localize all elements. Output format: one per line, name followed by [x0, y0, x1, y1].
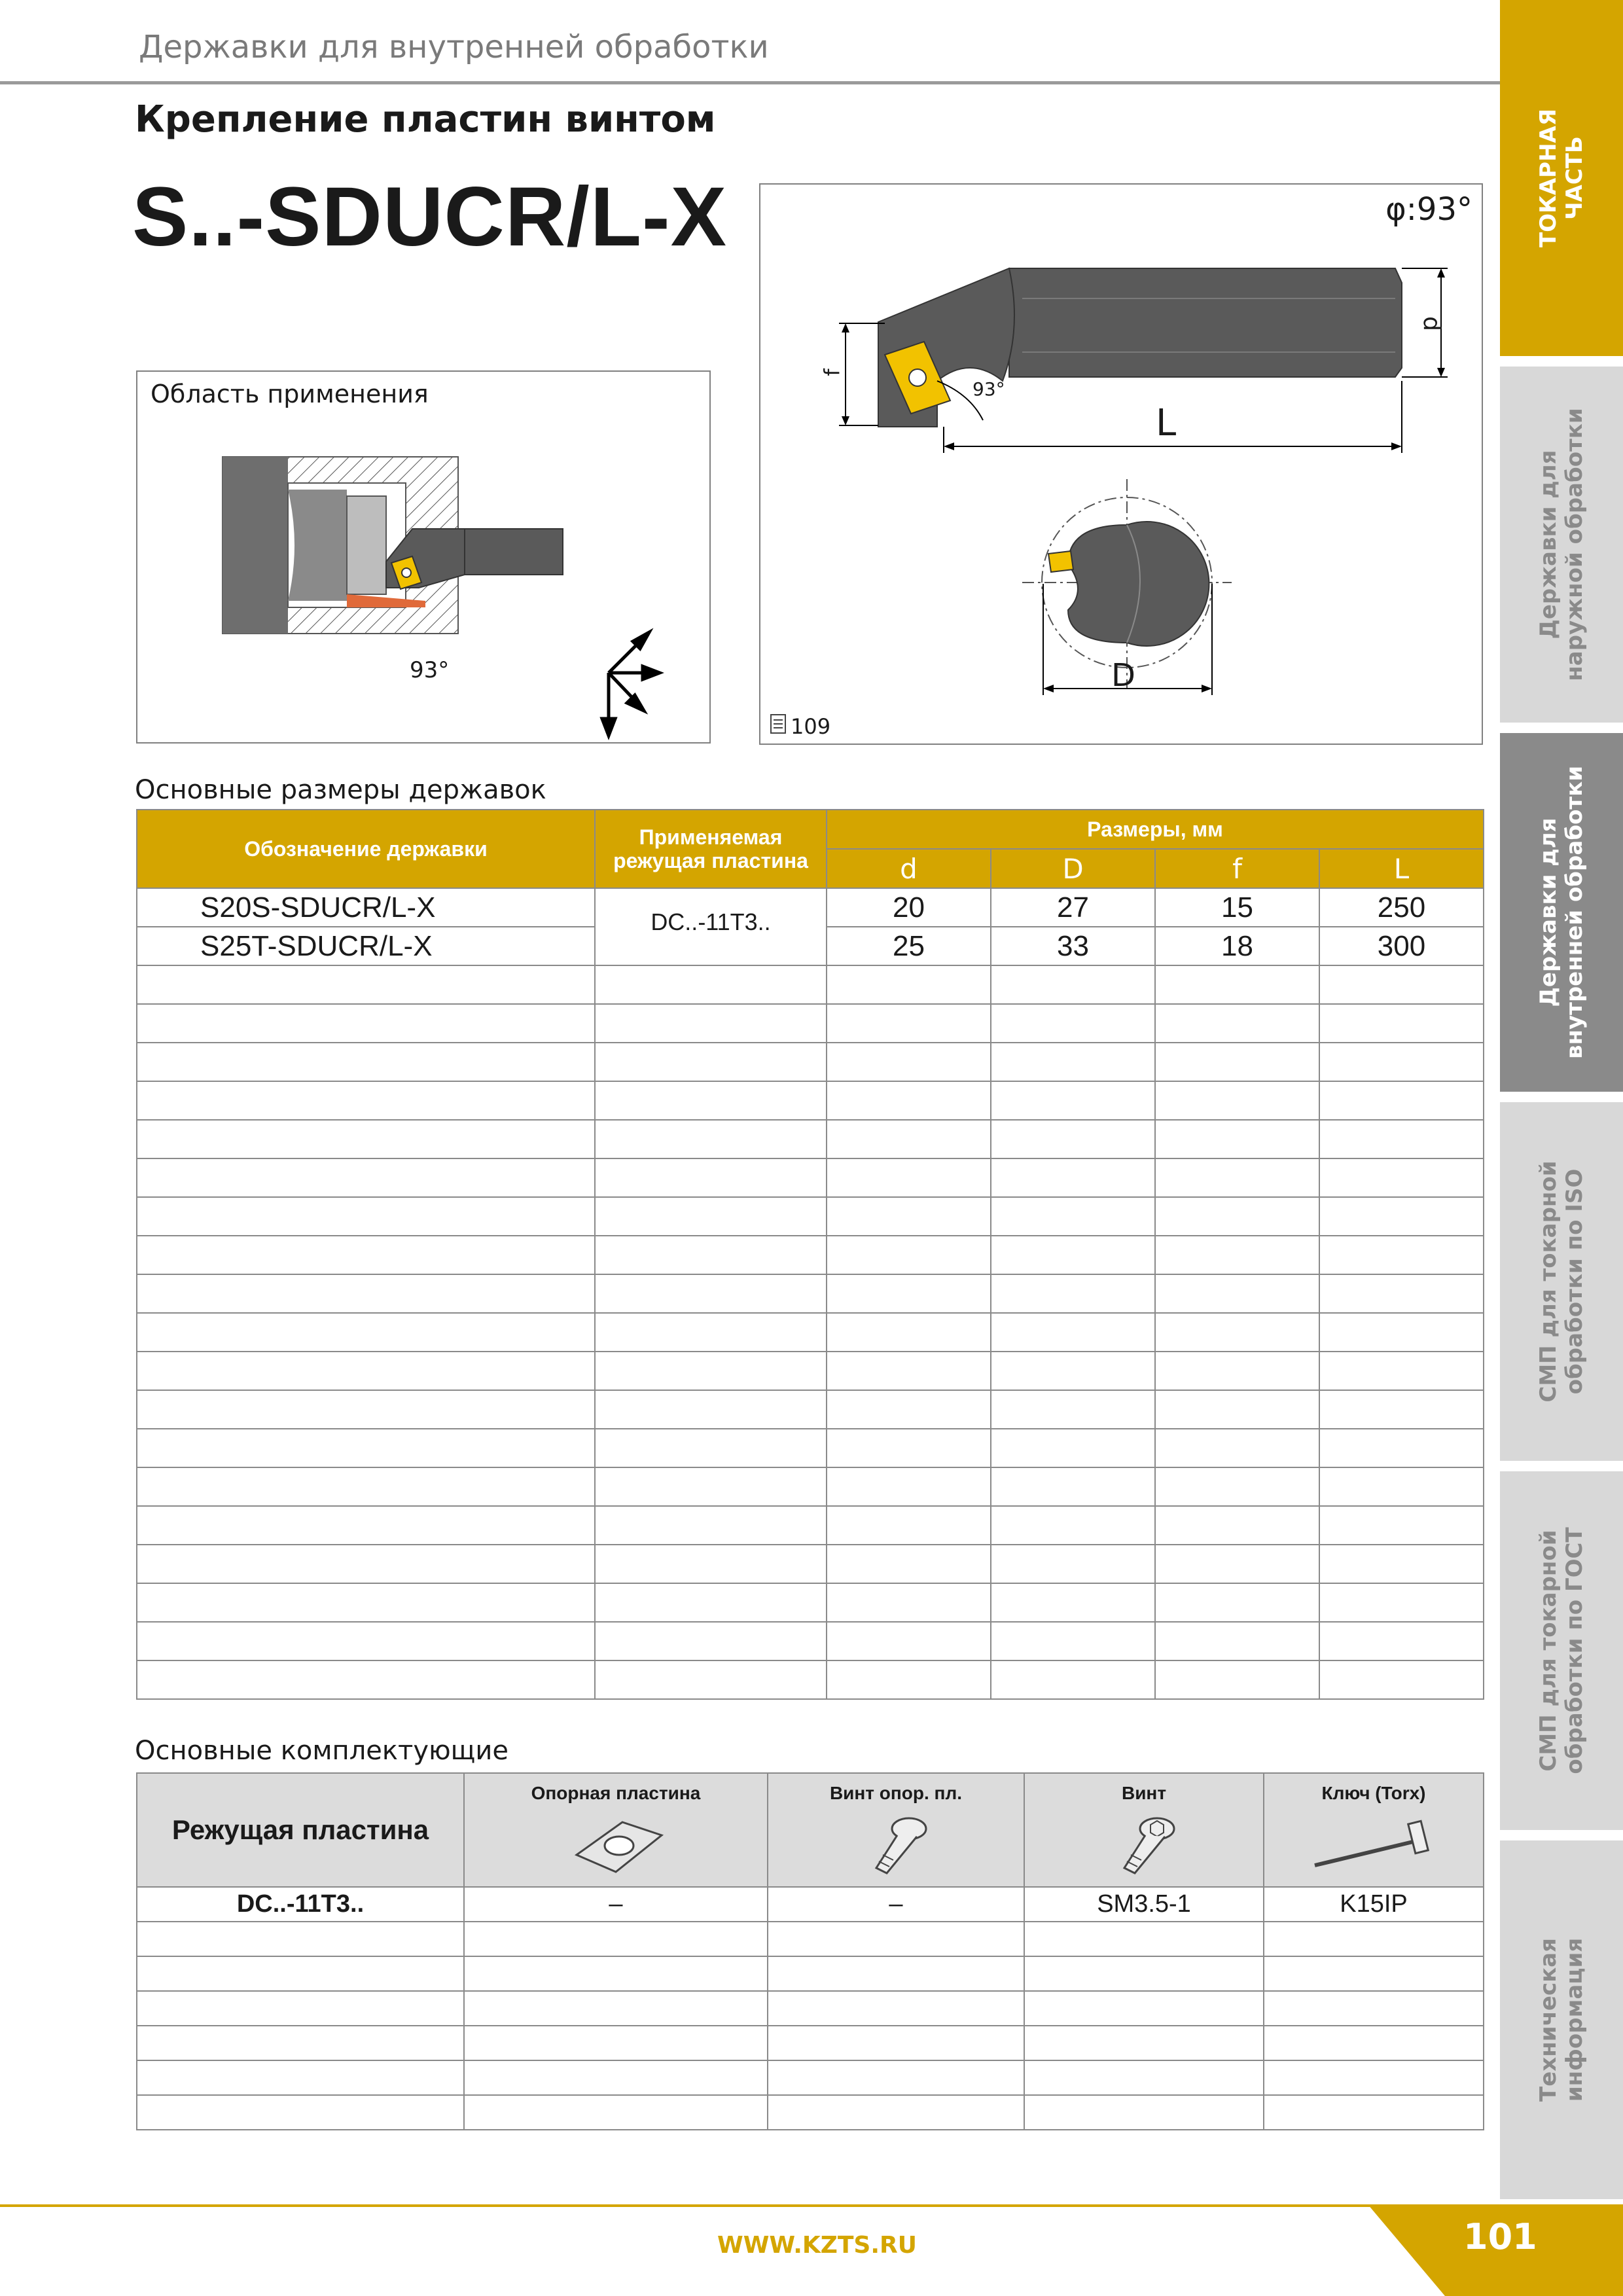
tab-label: ТОКАРНАЯ ЧАСТЬ	[1535, 108, 1588, 248]
empty-cell	[595, 1120, 827, 1158]
col-insert: Режущая пластина	[137, 1773, 464, 1887]
col-support-screw	[768, 1773, 1024, 1887]
empty-cell	[827, 1197, 991, 1236]
holder-name: S25T-SDUCR/L-X	[137, 927, 595, 965]
empty-cell	[1024, 2095, 1264, 2130]
empty-rows	[137, 1922, 1484, 2130]
empty-cell	[768, 1991, 1024, 2026]
empty-cell	[1155, 1390, 1319, 1429]
value-L: 300	[1319, 927, 1484, 965]
empty-cell	[137, 2060, 464, 2095]
empty-row	[137, 1922, 1484, 1956]
empty-cell	[137, 1004, 595, 1043]
col-screw-label: Винт	[1121, 1783, 1167, 1803]
model-title: S..-SDUCR/L-X	[132, 170, 727, 264]
application-area-label: Область применения	[151, 380, 429, 408]
col-D: D	[991, 849, 1155, 888]
empty-cell	[991, 1583, 1155, 1622]
dim-D-label: D	[1111, 657, 1135, 694]
empty-row	[137, 1197, 1484, 1236]
empty-cell	[827, 1120, 991, 1158]
empty-row	[137, 1429, 1484, 1467]
empty-cell	[137, 1467, 595, 1506]
application-illustration	[137, 372, 709, 742]
empty-cell	[595, 1081, 827, 1120]
empty-cell	[1155, 1352, 1319, 1390]
empty-cell	[827, 1660, 991, 1699]
empty-cell	[991, 1043, 1155, 1081]
tab-external-holders[interactable]	[1500, 367, 1623, 723]
empty-cell	[137, 1545, 595, 1583]
parts-table	[136, 1772, 1484, 2130]
tab-internal-holders[interactable]	[1500, 733, 1623, 1092]
empty-cell	[137, 965, 595, 1004]
empty-row	[137, 1236, 1484, 1274]
empty-cell	[464, 1991, 768, 2026]
empty-cell	[1319, 1197, 1484, 1236]
empty-cell	[595, 1467, 827, 1506]
empty-cell	[595, 1390, 827, 1429]
empty-cell	[991, 1429, 1155, 1467]
empty-cell	[1319, 1004, 1484, 1043]
dim-L-label: L	[1156, 402, 1177, 444]
empty-cell	[991, 1545, 1155, 1583]
empty-cell	[1264, 1922, 1484, 1956]
empty-row	[137, 1081, 1484, 1120]
empty-row	[137, 1545, 1484, 1583]
empty-cell	[1155, 1236, 1319, 1274]
empty-cell	[1155, 1043, 1319, 1081]
empty-cell	[1155, 1660, 1319, 1699]
empty-row	[137, 1506, 1484, 1545]
header-title: Державки для внутренней обработки	[139, 29, 769, 65]
page-number: 101	[1463, 2216, 1537, 2257]
table-row	[137, 1887, 1484, 1922]
empty-cell	[1024, 2026, 1264, 2060]
value-L: 250	[1319, 888, 1484, 927]
empty-cell	[827, 1622, 991, 1660]
empty-cell	[1319, 1043, 1484, 1081]
dims-table-caption: Основные размеры державок	[135, 775, 546, 805]
support-screw-icon	[850, 1809, 942, 1881]
empty-cell	[1155, 1081, 1319, 1120]
empty-cell	[1319, 1158, 1484, 1197]
empty-cell	[137, 1120, 595, 1158]
empty-cell	[991, 1120, 1155, 1158]
part-insert: DC..-11T3..	[137, 1887, 464, 1922]
empty-row	[137, 1120, 1484, 1158]
empty-cell	[1319, 1081, 1484, 1120]
empty-row	[137, 1313, 1484, 1352]
dimension-diagram-box	[759, 183, 1483, 745]
empty-cell	[991, 1313, 1155, 1352]
empty-cell	[137, 1390, 595, 1429]
empty-row	[137, 2095, 1484, 2130]
page-reference[interactable]	[770, 713, 830, 740]
empty-row	[137, 1660, 1484, 1699]
tab-label: Державки для наружной обработки	[1535, 408, 1588, 681]
empty-row	[137, 1004, 1484, 1043]
empty-cell	[595, 1429, 827, 1467]
empty-cell	[1155, 1120, 1319, 1158]
application-angle: 93°	[410, 657, 450, 683]
empty-cell	[991, 1506, 1155, 1545]
empty-cell	[827, 1467, 991, 1506]
empty-cell	[1319, 1429, 1484, 1467]
empty-cell	[827, 1158, 991, 1197]
part-support-plate: –	[464, 1887, 768, 1922]
footer-divider	[0, 2204, 1374, 2207]
empty-cell	[1319, 1236, 1484, 1274]
empty-cell	[137, 1583, 595, 1622]
empty-cell	[137, 1922, 464, 1956]
empty-row	[137, 1158, 1484, 1197]
empty-cell	[595, 1274, 827, 1313]
empty-row	[137, 1991, 1484, 2026]
torx-key-icon	[1302, 1809, 1446, 1881]
empty-cell	[991, 1390, 1155, 1429]
empty-cell	[1024, 2060, 1264, 2095]
empty-row	[137, 2060, 1484, 2095]
empty-cell	[991, 1274, 1155, 1313]
document-icon	[770, 713, 787, 740]
empty-cell	[1319, 1274, 1484, 1313]
empty-cell	[137, 2095, 464, 2130]
dim-f-label: f	[819, 368, 845, 376]
empty-cell	[595, 1043, 827, 1081]
empty-cell	[137, 1043, 595, 1081]
empty-row	[137, 1622, 1484, 1660]
col-support-plate-label: Опорная пластина	[531, 1783, 701, 1803]
tab-label: СМП для токарной обработки по ISO	[1535, 1160, 1588, 1403]
empty-cell	[827, 1352, 991, 1390]
empty-cell	[1155, 1004, 1319, 1043]
col-support-plate	[464, 1773, 768, 1887]
empty-cell	[137, 1236, 595, 1274]
empty-cell	[827, 1429, 991, 1467]
empty-cell	[137, 1352, 595, 1390]
empty-cell	[768, 2060, 1024, 2095]
empty-cell	[827, 1506, 991, 1545]
empty-row	[137, 965, 1484, 1004]
empty-cell	[137, 1313, 595, 1352]
empty-cell	[595, 1660, 827, 1699]
empty-cell	[137, 2026, 464, 2060]
empty-cell	[1155, 1583, 1319, 1622]
empty-cell	[595, 1352, 827, 1390]
empty-cell	[1319, 1622, 1484, 1660]
col-f: f	[1155, 849, 1319, 888]
empty-cell	[991, 1158, 1155, 1197]
empty-row	[137, 1390, 1484, 1429]
empty-row	[137, 1043, 1484, 1081]
empty-cell	[595, 1622, 827, 1660]
col-key	[1264, 1773, 1484, 1887]
empty-row	[137, 1956, 1484, 1991]
empty-cell	[827, 1583, 991, 1622]
empty-cell	[1319, 1313, 1484, 1352]
empty-cell	[991, 1197, 1155, 1236]
part-screw: SM3.5-1	[1024, 1887, 1264, 1922]
col-support-screw-label: Винт опор. пл.	[829, 1783, 963, 1803]
parts-table-caption: Основные комплектующие	[135, 1736, 508, 1766]
empty-cell	[1319, 1506, 1484, 1545]
empty-cell	[1155, 1506, 1319, 1545]
empty-cell	[1024, 1991, 1264, 2026]
dim-d-label: d	[1418, 316, 1445, 331]
empty-cell	[991, 1081, 1155, 1120]
empty-cell	[464, 1922, 768, 1956]
empty-cell	[1155, 1197, 1319, 1236]
empty-cell	[595, 965, 827, 1004]
empty-row	[137, 2026, 1484, 2060]
part-support-screw: –	[768, 1887, 1024, 1922]
tab-label: Державки для внутренней обработки	[1535, 765, 1588, 1060]
empty-cell	[595, 1236, 827, 1274]
empty-cell	[595, 1313, 827, 1352]
empty-cell	[1264, 2095, 1484, 2130]
empty-cell	[1264, 2026, 1484, 2060]
empty-cell	[991, 1236, 1155, 1274]
col-insert: Применяемая режущая пластина	[595, 810, 827, 888]
empty-cell	[137, 1660, 595, 1699]
empty-cell	[137, 1622, 595, 1660]
tab-inserts-iso[interactable]	[1500, 1102, 1623, 1461]
part-key: K15IP	[1264, 1887, 1484, 1922]
empty-cell	[1155, 1274, 1319, 1313]
footer-url-link[interactable]: WWW.KZTS.RU	[717, 2232, 917, 2259]
empty-cell	[1319, 1660, 1484, 1699]
empty-cell	[1319, 965, 1484, 1004]
empty-cell	[991, 1004, 1155, 1043]
empty-cell	[1319, 1120, 1484, 1158]
empty-row	[137, 1274, 1484, 1313]
value-d: 20	[827, 888, 991, 927]
page-reference-number: 109	[791, 714, 831, 739]
empty-cell	[1155, 1313, 1319, 1352]
empty-cell	[137, 1991, 464, 2026]
empty-cell	[827, 965, 991, 1004]
empty-cell	[595, 1545, 827, 1583]
value-d: 25	[827, 927, 991, 965]
empty-cell	[991, 1352, 1155, 1390]
tab-label: СМП для токарной обработки по ГОСТ	[1535, 1527, 1588, 1774]
empty-cell	[991, 1660, 1155, 1699]
empty-cell	[1319, 1545, 1484, 1583]
empty-cell	[1155, 1467, 1319, 1506]
col-designation: Обозначение державки	[137, 810, 595, 888]
empty-cell	[137, 1506, 595, 1545]
empty-cell	[1155, 1429, 1319, 1467]
tab-technical-info[interactable]	[1500, 1840, 1623, 2199]
empty-cell	[137, 1081, 595, 1120]
empty-cell	[1264, 2060, 1484, 2095]
empty-cell	[595, 1583, 827, 1622]
empty-cell	[1024, 1956, 1264, 1991]
empty-cell	[137, 1158, 595, 1197]
empty-cell	[137, 1274, 595, 1313]
empty-cell	[768, 1922, 1024, 1956]
section-title: Крепление пластин винтом	[135, 98, 716, 141]
tab-turning-part[interactable]	[1500, 0, 1623, 356]
col-d: d	[827, 849, 991, 888]
empty-cell	[595, 1004, 827, 1043]
empty-cell	[768, 2095, 1024, 2130]
empty-cell	[1155, 965, 1319, 1004]
col-sizes: Размеры, мм	[827, 810, 1484, 849]
empty-row	[137, 1352, 1484, 1390]
tab-label: Техническая информация	[1535, 1937, 1588, 2102]
empty-cell	[991, 1467, 1155, 1506]
empty-cell	[827, 1043, 991, 1081]
support-plate-icon	[557, 1809, 675, 1881]
empty-cell	[137, 1956, 464, 1991]
table-row	[137, 888, 1484, 927]
empty-cell	[1319, 1467, 1484, 1506]
empty-cell	[137, 1429, 595, 1467]
empty-cell	[1319, 1352, 1484, 1390]
empty-row	[137, 1467, 1484, 1506]
diagram-angle-label: 93°	[972, 378, 1005, 400]
empty-cell	[464, 2060, 768, 2095]
value-f: 18	[1155, 927, 1319, 965]
empty-cell	[768, 1956, 1024, 1991]
empty-rows	[137, 965, 1484, 1699]
col-L: L	[1319, 849, 1484, 888]
empty-cell	[1264, 1991, 1484, 2026]
empty-cell	[464, 2026, 768, 2060]
empty-cell	[768, 2026, 1024, 2060]
empty-cell	[991, 1622, 1155, 1660]
value-D: 27	[991, 888, 1155, 927]
empty-cell	[827, 1004, 991, 1043]
screw-icon	[1098, 1809, 1190, 1881]
empty-cell	[827, 1274, 991, 1313]
value-D: 33	[991, 927, 1155, 965]
dims-table	[136, 809, 1484, 1700]
empty-cell	[464, 2095, 768, 2130]
empty-row	[137, 1583, 1484, 1622]
empty-cell	[991, 965, 1155, 1004]
empty-cell	[1155, 1158, 1319, 1197]
application-area-box	[136, 370, 711, 744]
empty-cell	[827, 1081, 991, 1120]
col-screw	[1024, 1773, 1264, 1887]
empty-cell	[827, 1236, 991, 1274]
empty-cell	[595, 1197, 827, 1236]
empty-cell	[1024, 1922, 1264, 1956]
empty-cell	[1264, 1956, 1484, 1991]
empty-cell	[1155, 1545, 1319, 1583]
empty-cell	[827, 1390, 991, 1429]
empty-cell	[1319, 1583, 1484, 1622]
tab-inserts-gost[interactable]	[1500, 1471, 1623, 1830]
approach-angle: φ:93°	[1385, 191, 1472, 228]
empty-cell	[827, 1545, 991, 1583]
holder-name: S20S-SDUCR/L-X	[137, 888, 595, 927]
insert-type: DC..-11T3..	[595, 888, 827, 965]
empty-cell	[137, 1197, 595, 1236]
empty-cell	[1155, 1622, 1319, 1660]
value-f: 15	[1155, 888, 1319, 927]
empty-cell	[827, 1313, 991, 1352]
col-key-label: Ключ (Torx)	[1321, 1783, 1426, 1803]
empty-cell	[595, 1506, 827, 1545]
empty-cell	[464, 1956, 768, 1991]
empty-cell	[1319, 1390, 1484, 1429]
header-divider	[0, 81, 1500, 84]
empty-cell	[595, 1158, 827, 1197]
